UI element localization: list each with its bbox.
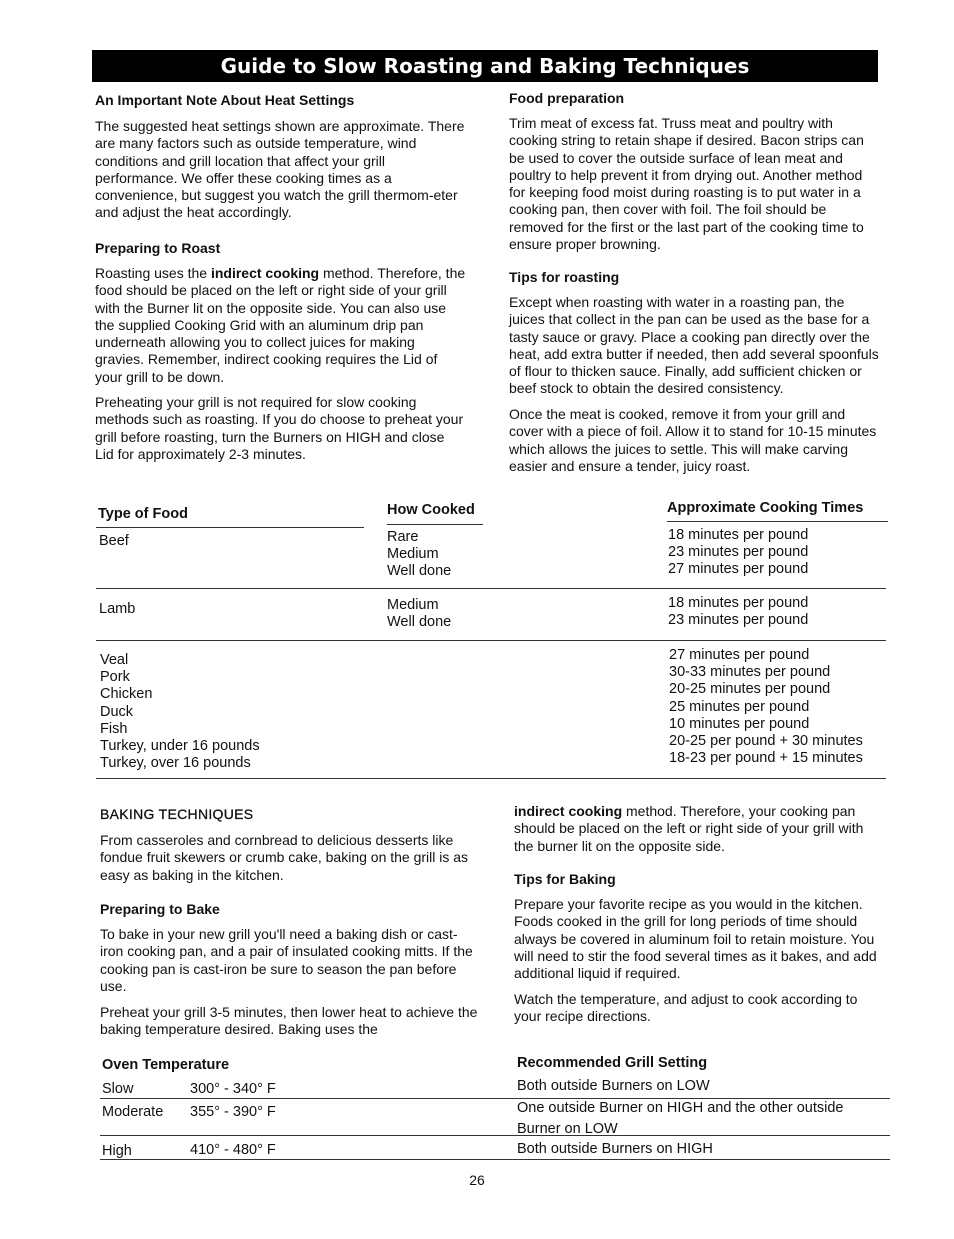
roast-table-header-food: Type of Food <box>98 506 188 522</box>
preparing-roast-paragraph-2: Preheating your grill is not required for slow cooking methods such as roasting. If you do choose to preheat your grill before roasting, turn the Burners on HIGH and close Lid for approximately 2-3 minutes. <box>95 394 464 462</box>
tips-roasting-paragraph-2: Once the meat is cooked, remove it from your grill and cover with a piece of foil. Allow it to stand for 10-15 minutes which allows the juices to settle. This will make carving easier and ensure a tender, juicy roast. <box>509 406 877 474</box>
roast-row-lamb-food: Lamb <box>99 601 136 617</box>
baking-heading: BAKING TECHNIQUES <box>100 806 254 822</box>
food-prep-text: Trim meat of excess fat. Truss meat and poultry with cooking string to retain shape if desired. Bacon strips can be used to cover the outside surface of lean meat and poultry to help prevent it from drying out. Another method for keeping food moist during roasting is to put water in a cooking pan, then cover with foil. The foil should be removed for the first or the last part of the cooking time to ensure proper browning. <box>509 115 864 253</box>
oven-row-high-setting: Both outside Burners on HIGH <box>517 1141 713 1157</box>
tips-baking-heading: Tips for Baking <box>514 871 616 887</box>
tips-roasting-heading: Tips for roasting <box>509 269 620 285</box>
roast-row-other-time: 27 minutes per pound 30-33 minutes per pound 20-25 minutes per pound 25 minutes per pound 10 minutes per pound 20-25 per pound + 30 minutes 18-23 per pound + 15 minutes <box>669 647 863 767</box>
roast-table-header-rule-2 <box>387 524 483 525</box>
baking-text: From casseroles and cornbread to delicious desserts like fondue fruit skewers or crumb cake, baking on the grill is as easy as baking in the kitchen. <box>100 832 469 883</box>
preparing-roast-paragraph-1: Roasting uses the indirect cooking method. Therefore, the food should be placed on the left or right side of your grill with the Burner lit on the opposite side. You can also use the supplied Cooking Grid with an aluminum drip pan underneath allowing you to collect juices for making gravies. Remember, indirect cooking requires the Lid of your grill to be down. <box>95 265 466 385</box>
food-prep-heading: Food preparation <box>509 90 625 106</box>
roast-row-other-food: Veal Pork Chicken Duck Fish Turkey, under 16 pounds Turkey, over 16 pounds <box>100 652 260 772</box>
oven-row-divider-2 <box>100 1135 890 1136</box>
roast-table-header-how: How Cooked <box>387 502 475 518</box>
oven-table-header-temp: Oven Temperature <box>102 1057 230 1073</box>
preparing-bake-continued: indirect cooking method. Therefore, your cooking pan should be placed on the left or right side of your grill with the burner lit on the opposite side. <box>514 803 864 854</box>
roast-row-beef-time: 18 minutes per pound 23 minutes per pound 27 minutes per pound <box>668 527 809 578</box>
oven-row-high-name: High <box>102 1143 132 1159</box>
heat-note-heading: An Important Note About Heat Settings <box>95 92 355 108</box>
tips-baking-paragraph-2: Watch the temperature, and adjust to cook according to your recipe directions. <box>514 991 858 1025</box>
page-number: 26 <box>469 1172 485 1188</box>
tips-baking-paragraph-1: Prepare your favorite recipe as you would in the kitchen. Foods cooked in the grill for long periods of time should always be covered in aluminum foil to retain moisture. You will need to stir the food several times as it bakes, and add additional liquid if required. <box>514 896 877 982</box>
roast-row-lamb-time: 18 minutes per pound 23 minutes per pound <box>668 595 809 629</box>
roast-table-header-rule-1 <box>96 527 364 528</box>
preparing-bake-paragraph-2: Preheat your grill 3-5 minutes, then lower heat to achieve the baking temperature desired. Baking uses the <box>100 1004 478 1038</box>
oven-table-header-setting: Recommended Grill Setting <box>517 1055 708 1071</box>
preparing-roast-heading: Preparing to Roast <box>95 240 221 256</box>
oven-row-moderate-name: Moderate <box>102 1104 164 1120</box>
roast-row-beef-food: Beef <box>99 533 129 549</box>
oven-row-slow-setting: Both outside Burners on LOW <box>517 1078 710 1094</box>
oven-row-moderate-setting: One outside Burner on HIGH and the other outside Burner on LOW <box>517 1100 844 1137</box>
roast-table-header-rule-3 <box>667 521 888 522</box>
preparing-bake-paragraph-1: To bake in your new grill you'll need a baking dish or cast-iron cooking pan, and a pair of insulated cooking mitts. If the cooking pan is cast-iron be sure to season the pan before use. <box>100 926 473 994</box>
oven-row-moderate-temp: 355° - 390° F <box>190 1104 276 1120</box>
roast-row-lamb-how: Medium Well done <box>387 597 452 631</box>
roast-row-divider-1 <box>96 588 886 589</box>
page-title: Guide to Slow Roasting and Baking Techniques <box>92 50 878 82</box>
roast-row-divider-2 <box>96 640 886 641</box>
heat-note-text: The suggested heat settings shown are approximate. There are many factors such as outside temperature, wind conditions and grill location that affect your grill performance. We offer these cooking times as a convenience, but suggest you watch the grill thermom-eter and adjust the heat accordingly. <box>95 118 465 221</box>
roast-table-header-time: Approximate Cooking Times <box>667 500 864 516</box>
oven-row-high-temp: 410° - 480° F <box>190 1142 276 1158</box>
preparing-bake-heading: Preparing to Bake <box>100 901 220 917</box>
oven-table-bottom-rule <box>100 1159 890 1160</box>
oven-row-slow-temp: 300° - 340° F <box>190 1081 276 1097</box>
oven-row-slow-name: Slow <box>102 1081 134 1097</box>
tips-roasting-paragraph-1: Except when roasting with water in a roasting pan, the juices that collect in the pan can be used as the base for a tasty sauce or gravy. Place a cooking pan directly over the heat, add extra butter if needed, then add several spoonfuls of flour to thicken sauce. Finally, add sufficient chicken or beef stock to obtain the desired consistency. <box>509 294 879 397</box>
roast-table-bottom-rule <box>96 778 886 779</box>
roast-row-beef-how: Rare Medium Well done <box>387 529 452 580</box>
